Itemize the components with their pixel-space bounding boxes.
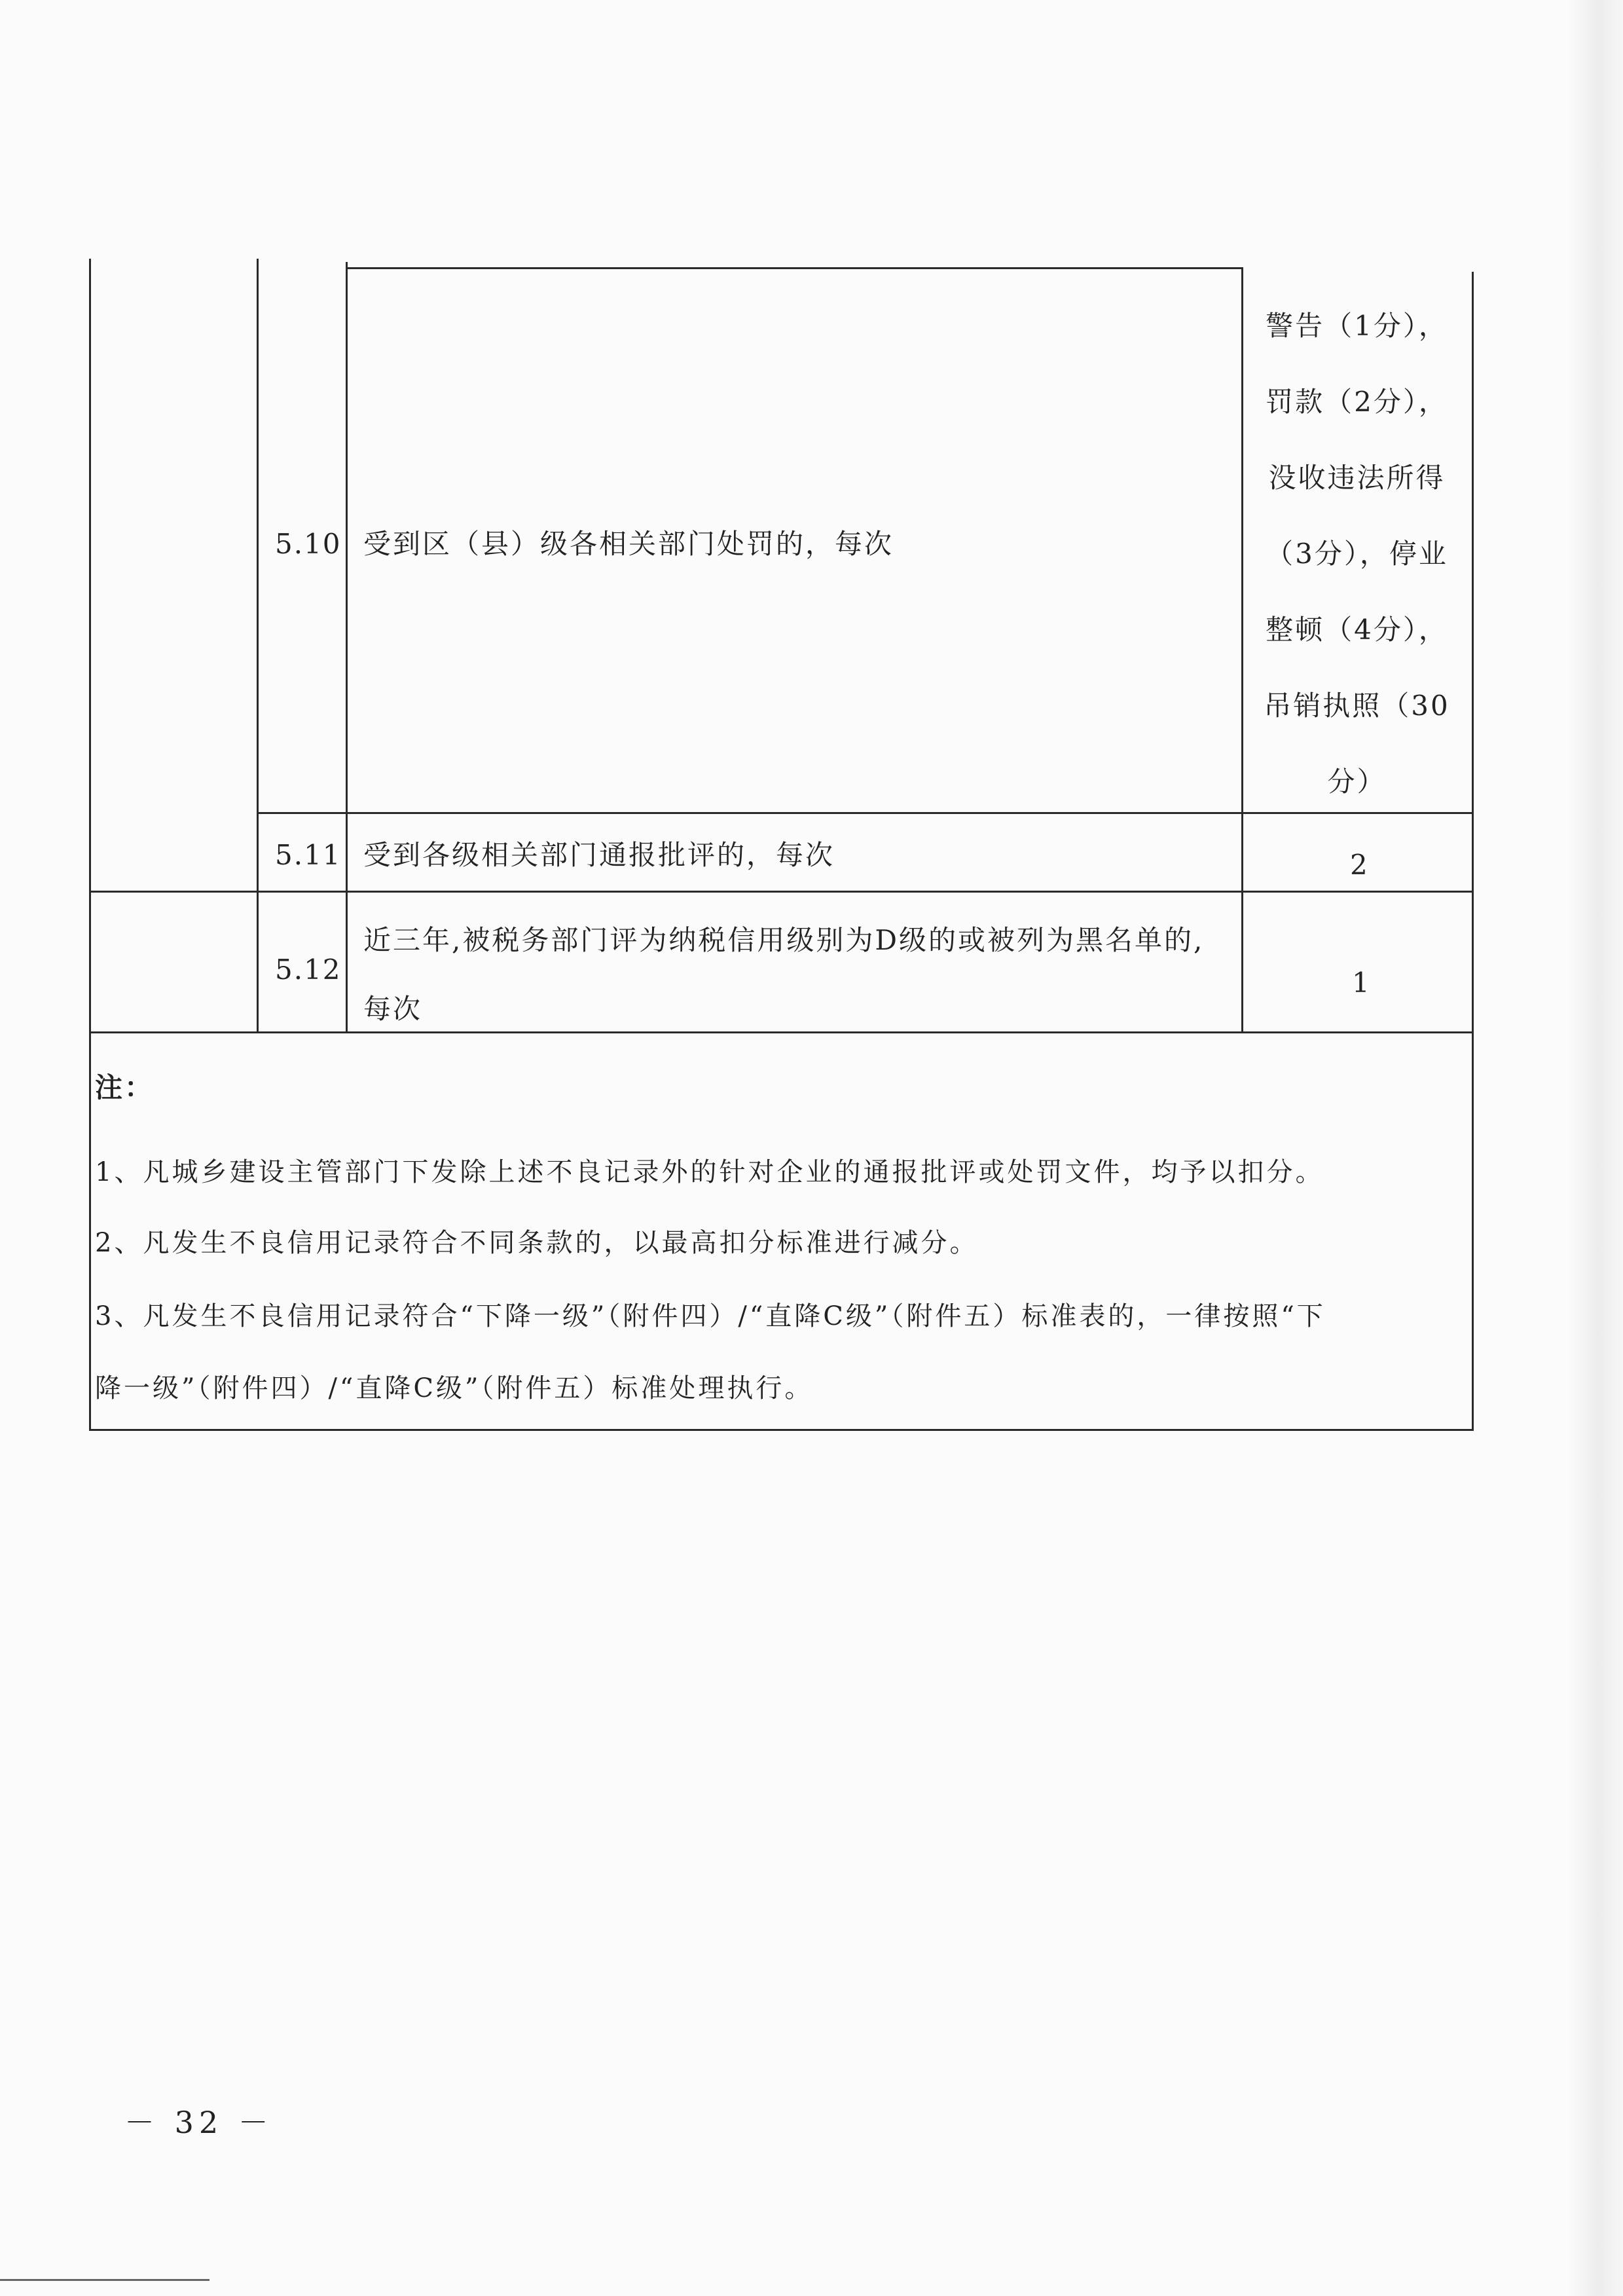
note-item-1: 1、凡城乡建设主管部门下发除上述不良记录外的针对企业的通报批评或处罚文件，均予以扣分。 — [95, 1157, 1324, 1187]
table-divider-col2 — [346, 262, 348, 1033]
row-5-10-top-border — [346, 267, 1243, 269]
penalty-line: 警告（1分）， — [1266, 310, 1448, 342]
penalty-line: 没收违法所得 — [1268, 462, 1446, 494]
penalty-line: 整顿（4分）， — [1266, 614, 1448, 646]
penalty-line: 分） — [1327, 766, 1387, 798]
table-bottom-border — [89, 1429, 1474, 1431]
row-5-10-description: 受到区（县）级各相关部门处罚的，每次 — [363, 528, 894, 560]
penalty-line: 罚款（2分）， — [1266, 386, 1448, 418]
table-divider-col1 — [257, 259, 259, 1033]
note-item-3-continued: 降一级”（附件四）/“直降C级”（附件五）标准处理执行。 — [95, 1373, 814, 1403]
table-divider-col3 — [1241, 268, 1243, 1033]
row-5-12-bottom-border — [89, 1031, 1474, 1033]
row-5-10-number: 5.10 — [275, 528, 342, 560]
penalty-line: （3分），停业 — [1266, 538, 1448, 570]
notes-title: 注： — [95, 1071, 155, 1103]
note-item-3: 3、凡发生不良信用记录符合“下降一级”（附件四）/“直降C级”（附件五）标准表的，一律按照“下 — [95, 1301, 1326, 1331]
table-border-right — [1472, 272, 1474, 1431]
row-5-12-description-line1: 近三年,被税务部门评为纳税信用级别为D级的或被列为黑名单的, — [363, 924, 1205, 956]
row-5-11-penalty: 2 — [1350, 849, 1369, 881]
penalty-line: 吊销执照（30 — [1264, 690, 1450, 722]
row-5-12-description-line2: 每次 — [363, 993, 423, 1025]
bottom-scan-rule — [0, 2279, 210, 2281]
row-5-11-description: 受到各级相关部门通报批评的，每次 — [363, 839, 835, 871]
row-5-11-number: 5.11 — [275, 839, 342, 871]
row-5-11-bottom-border — [89, 891, 1474, 893]
page-edge-shadow — [1568, 0, 1623, 2296]
row-5-10-penalty — [1247, 288, 1467, 820]
table-border-left — [89, 259, 91, 1431]
note-item-2: 2、凡发生不良信用记录符合不同条款的，以最高扣分标准进行减分。 — [95, 1228, 979, 1258]
page-number: － 32 － — [124, 2105, 274, 2140]
row-5-12-penalty: 1 — [1352, 967, 1371, 999]
row-5-12-number: 5.12 — [275, 954, 342, 986]
